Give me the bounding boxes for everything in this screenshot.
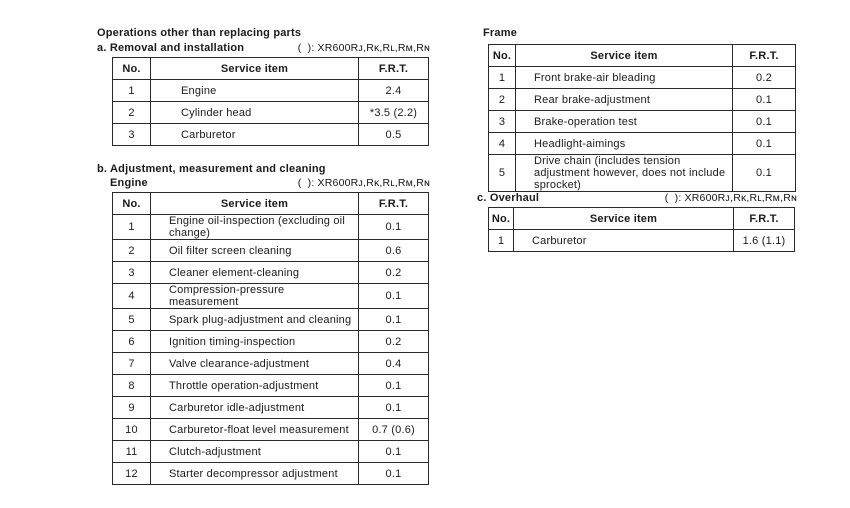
row-number: 4 bbox=[113, 284, 151, 309]
service-item: Valve clearance-adjustment bbox=[151, 353, 359, 375]
frt-value: 0.1 bbox=[359, 215, 429, 240]
row-number: 1 bbox=[489, 67, 516, 89]
table-row bbox=[113, 240, 429, 262]
frt-value: *3.5 (2.2) bbox=[359, 102, 429, 124]
table-row bbox=[113, 262, 429, 284]
service-item: Headlight-aimings bbox=[516, 133, 733, 155]
column-header: No. bbox=[489, 208, 514, 230]
frt-value: 0.2 bbox=[359, 262, 429, 284]
row-number: 2 bbox=[489, 89, 516, 111]
service-item: Carburetor bbox=[514, 230, 734, 252]
column-header: Service item bbox=[151, 58, 359, 80]
frt-value: 0.4 bbox=[359, 353, 429, 375]
column-header: No. bbox=[113, 193, 151, 215]
service-item: Cleaner element-cleaning bbox=[151, 262, 359, 284]
table-row bbox=[489, 133, 796, 155]
table-row bbox=[113, 331, 429, 353]
column-header: F.R.T. bbox=[359, 193, 429, 215]
service-item: Cylinder head bbox=[151, 102, 359, 124]
row-number: 12 bbox=[113, 463, 151, 485]
frt-value: 0.1 bbox=[359, 441, 429, 463]
table-header-row bbox=[113, 193, 429, 215]
table-row bbox=[113, 309, 429, 331]
table-row bbox=[489, 230, 795, 252]
service-item: Spark plug-adjustment and cleaning bbox=[151, 309, 359, 331]
row-number: 1 bbox=[489, 230, 514, 252]
row-number: 2 bbox=[113, 102, 151, 124]
table-row bbox=[489, 111, 796, 133]
table-header-row bbox=[489, 45, 796, 67]
service-item: Engine oil-inspection (excluding oil change) bbox=[151, 215, 359, 240]
frt-value: 0.1 bbox=[359, 397, 429, 419]
row-number: 5 bbox=[489, 155, 516, 192]
service-item: Starter decompressor adjustment bbox=[151, 463, 359, 485]
column-header: Service item bbox=[514, 208, 734, 230]
section-c-models-note: ( ): XR600Rᴊ,Rᴋ,Rʟ,Rᴍ,Rɴ bbox=[664, 192, 797, 204]
row-number: 3 bbox=[113, 124, 151, 146]
removal-table bbox=[112, 57, 429, 146]
frt-value: 0.1 bbox=[359, 309, 429, 331]
column-header: No. bbox=[113, 58, 151, 80]
column-header: Service item bbox=[151, 193, 359, 215]
frt-value: 0.2 bbox=[359, 331, 429, 353]
column-header: Service item bbox=[516, 45, 733, 67]
column-header: No. bbox=[489, 45, 516, 67]
frt-value: 0.1 bbox=[359, 284, 429, 309]
section-a-label: a. Removal and installation bbox=[97, 42, 245, 54]
service-item: Carburetor idle-adjustment bbox=[151, 397, 359, 419]
table-row bbox=[113, 463, 429, 485]
table-row bbox=[113, 102, 429, 124]
service-item: Throttle operation-adjustment bbox=[151, 375, 359, 397]
table-row bbox=[489, 155, 796, 192]
service-item: Engine bbox=[151, 80, 359, 102]
row-number: 9 bbox=[113, 397, 151, 419]
frt-value: 0.1 bbox=[733, 133, 796, 155]
engine-adjustment-table bbox=[112, 192, 429, 485]
row-number: 7 bbox=[113, 353, 151, 375]
overhaul-table bbox=[488, 207, 795, 252]
table-row bbox=[489, 89, 796, 111]
service-item: Carburetor bbox=[151, 124, 359, 146]
frt-value: 0.2 bbox=[733, 67, 796, 89]
section-a-heading-row bbox=[97, 42, 430, 54]
table-row bbox=[113, 419, 429, 441]
frt-value: 0.6 bbox=[359, 240, 429, 262]
page-heading: Operations other than replacing parts bbox=[97, 27, 302, 39]
table-row bbox=[113, 353, 429, 375]
section-a-models-note: ( ): XR600Rᴊ,Rᴋ,Rʟ,Rᴍ,Rɴ bbox=[297, 42, 430, 54]
frt-value: 0.1 bbox=[359, 375, 429, 397]
table-row bbox=[113, 124, 429, 146]
row-number: 11 bbox=[113, 441, 151, 463]
section-b-models-note: ( ): XR600Rᴊ,Rᴋ,Rʟ,Rᴍ,Rɴ bbox=[297, 177, 430, 189]
row-number: 5 bbox=[113, 309, 151, 331]
frt-value: 0.1 bbox=[733, 111, 796, 133]
column-header: F.R.T. bbox=[733, 45, 796, 67]
frt-value: 0.1 bbox=[359, 463, 429, 485]
service-item: Front brake-air bleading bbox=[516, 67, 733, 89]
service-item: Ignition timing-inspection bbox=[151, 331, 359, 353]
row-number: 1 bbox=[113, 80, 151, 102]
frt-value: 0.1 bbox=[733, 89, 796, 111]
section-b-sublabel: Engine bbox=[110, 177, 148, 189]
row-number: 2 bbox=[113, 240, 151, 262]
table-row bbox=[113, 284, 429, 309]
row-number: 4 bbox=[489, 133, 516, 155]
table-row bbox=[113, 80, 429, 102]
section-b-label: b. Adjustment, measurement and cleaning bbox=[97, 163, 326, 175]
column-header: F.R.T. bbox=[734, 208, 795, 230]
service-item: Brake-operation test bbox=[516, 111, 733, 133]
frt-value: 0.5 bbox=[359, 124, 429, 146]
table-header-row bbox=[489, 208, 795, 230]
row-number: 8 bbox=[113, 375, 151, 397]
frame-label: Frame bbox=[483, 27, 518, 39]
section-c-heading-row bbox=[477, 192, 797, 204]
service-item: Rear brake-adjustment bbox=[516, 89, 733, 111]
table-row bbox=[113, 375, 429, 397]
service-item: Carburetor-float level measurement bbox=[151, 419, 359, 441]
table-header-row bbox=[113, 58, 429, 80]
table-row bbox=[113, 397, 429, 419]
section-b-subheading-row bbox=[110, 177, 430, 189]
table-row bbox=[489, 67, 796, 89]
row-number: 3 bbox=[489, 111, 516, 133]
row-number: 10 bbox=[113, 419, 151, 441]
section-c-label: c. Overhaul bbox=[477, 192, 540, 204]
frt-value: 0.1 bbox=[733, 155, 796, 192]
table-row bbox=[113, 441, 429, 463]
frame-table bbox=[488, 44, 796, 192]
frt-value: 0.7 (0.6) bbox=[359, 419, 429, 441]
row-number: 1 bbox=[113, 215, 151, 240]
frt-value: 1.6 (1.1) bbox=[734, 230, 795, 252]
service-item: Compression-pressure measurement bbox=[151, 284, 359, 309]
row-number: 6 bbox=[113, 331, 151, 353]
row-number: 3 bbox=[113, 262, 151, 284]
service-item: Clutch-adjustment bbox=[151, 441, 359, 463]
frt-value: 2.4 bbox=[359, 80, 429, 102]
table-row bbox=[113, 215, 429, 240]
service-item: Oil filter screen cleaning bbox=[151, 240, 359, 262]
service-item: Drive chain (includes tension adjustment however, does not include sprocket) bbox=[516, 155, 733, 192]
column-header: F.R.T. bbox=[359, 58, 429, 80]
